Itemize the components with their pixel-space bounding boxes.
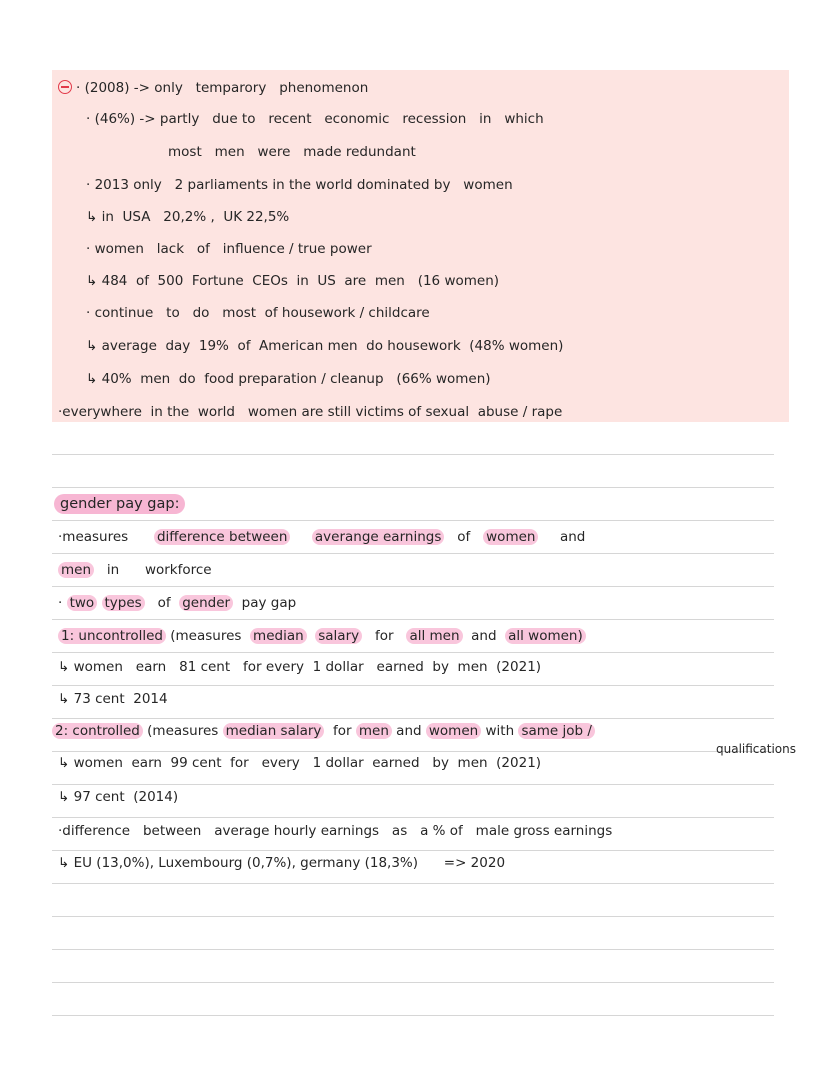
- note-line: ↳ average day 19% of American men do housework (48% women): [86, 338, 564, 354]
- ruled-line: [52, 817, 774, 818]
- note-line: men in workforce: [58, 561, 212, 579]
- ruled-line: [52, 619, 774, 620]
- ruled-line: [52, 751, 774, 752]
- minus-circle-icon: [58, 80, 72, 94]
- ruled-line: [52, 685, 774, 686]
- ruled-line: [52, 454, 774, 455]
- ruled-line: [52, 553, 774, 554]
- ruled-line: [52, 850, 774, 851]
- note-line: 2: controlled (measures median salary for men and women with same job /: [52, 722, 595, 740]
- note-line: ↳ 484 of 500 Fortune CEOs in US are men (16 women): [86, 273, 500, 289]
- ruled-line: [52, 520, 774, 521]
- note-line: · (46%) -> partly due to recent economic recession in which: [86, 111, 544, 127]
- note-line: ·everywhere in the world women are still victims of sexual abuse / rape: [58, 404, 563, 420]
- ruled-line: [52, 1015, 774, 1016]
- ruled-line: [52, 949, 774, 950]
- note-line: · 2013 only 2 parliaments in the world dominated by women: [86, 177, 513, 193]
- note-line: ↳ 97 cent (2014): [58, 789, 179, 805]
- ruled-line: [52, 982, 774, 983]
- note-line: ↳ in USA 20,2% , UK 22,5%: [86, 209, 290, 225]
- note-line: most men were made redundant: [168, 144, 416, 160]
- note-line: · (2008) -> only temparory phenomenon: [58, 79, 368, 97]
- note-line: ↳ 73 cent 2014: [58, 691, 168, 707]
- note-line: ↳ EU (13,0%), Luxembourg (0,7%), germany (18,3%) => 2020: [58, 855, 506, 871]
- section-title: gender pay gap:: [54, 495, 185, 513]
- note-line: ·measures difference between averange earnings of women and: [58, 529, 586, 545]
- ruled-line: [52, 883, 774, 884]
- ruled-line: [52, 652, 774, 653]
- note-line: ↳ 40% men do food preparation / cleanup (66% women): [86, 371, 491, 387]
- ruled-line: [52, 487, 774, 488]
- note-line: · continue to do most of housework / childcare: [86, 305, 430, 321]
- note-line: ↳ women earn 81 cent for every 1 dollar earned by men (2021): [58, 659, 542, 675]
- note-annotation: qualifications: [716, 742, 796, 756]
- ruled-line: [52, 718, 774, 719]
- note-line: ·difference between average hourly earnings as a % of male gross earnings: [58, 823, 613, 839]
- note-line: ↳ women earn 99 cent for every 1 dollar earned by men (2021): [58, 755, 542, 771]
- ruled-line: [52, 916, 774, 917]
- ruled-line: [52, 784, 774, 785]
- note-line: · women lack of influence / true power: [86, 241, 372, 257]
- note-line: 1: uncontrolled (measures median salary for all men and all women): [58, 627, 586, 645]
- ruled-line: [52, 586, 774, 587]
- note-line: · two types of gender pay gap: [58, 595, 297, 611]
